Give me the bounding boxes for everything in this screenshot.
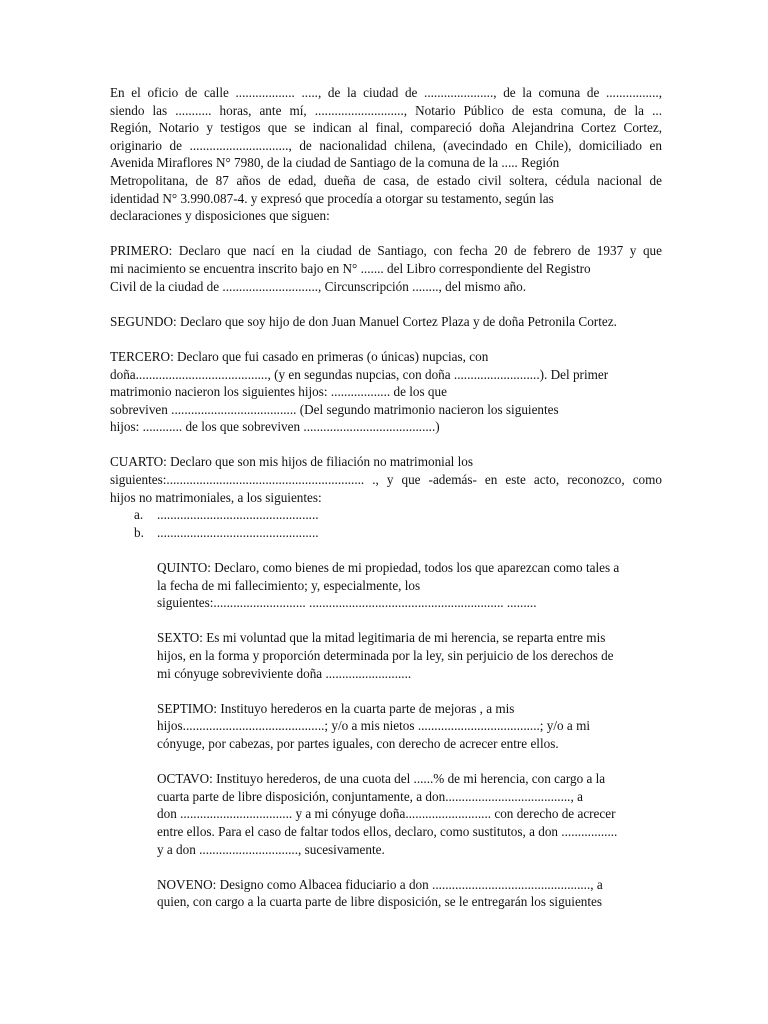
text-line: hijos: ............ de los que sobreviven ........................................) [110, 419, 440, 435]
text-line: QUINTO: Declaro, como bienes de mi propiedad, todos los que aparezcan como tales a [157, 560, 620, 576]
list-item-text: ................................................. [157, 524, 319, 540]
octavo-paragraph [157, 770, 662, 858]
text-line: quien, con cargo a la cuarta parte de libre disposición, se le entregarán los siguientes [157, 894, 603, 910]
text-line: mi cónyuge sobreviviente doña .......................... [157, 665, 412, 681]
text-line: don .................................. y a mi cónyuge doña.......................... con derecho de acrecer [157, 806, 616, 822]
text-line: OCTAVO: Instituyo herederos, de una cuota del ......% de mi herencia, con cargo a la [157, 771, 606, 787]
text-line: sobreviven ...................................... (Del segundo matrimonio nacieron los siguientes [110, 401, 559, 417]
text-line: cónyuge, por cabezas, por partes iguales, con derecho de acrecer entre ellos. [157, 735, 559, 751]
text-line: TERCERO: Declaro que fui casado en primeras (o únicas) nupcias, con [110, 348, 489, 364]
text-line: originario de .............................., de nacionalidad chilena, (avecindado en Chile), domiciliado en [110, 137, 662, 153]
text-line: Avenida Miraflores N° 7980, de la ciudad de Santiago de la comuna de la ..... Región [110, 155, 560, 171]
quinto-paragraph [157, 559, 662, 612]
text-line: hijos, en la forma y proporción determinada por la ley, sin perjuicio de los derechos de [157, 648, 614, 663]
segundo-paragraph [110, 313, 662, 331]
list-marker: b. [134, 524, 144, 540]
text-line: entre ellos. Para el caso de faltar todos ellos, declaro, como sustitutos, a don ................. [157, 823, 618, 839]
text-line: Metropolitana, de 87 años de edad, dueña de casa, de estado civil soltera, cédula nacional de [110, 172, 662, 188]
cuarto-list [110, 506, 662, 541]
text-line: y a don .............................., sucesivamente. [157, 841, 385, 857]
text-line: hijos...........................................; y/o a mis nietos .....................................; y/o a mi [157, 718, 590, 734]
text-line: doña........................................, (y en segundas nupcias, con doña ..........................). Del primer [110, 366, 609, 382]
text-line: Civil de la ciudad de ............................., Circunscripción ........, del mismo año. [110, 278, 527, 294]
text-line: NOVENO: Designo como Albacea fiduciario a don ................................................, a [157, 876, 603, 892]
text-line: identidad N° 3.990.087-4. y expresó que procedía a otorgar su testamento, según las [110, 190, 554, 206]
text-line: siguientes:............................................................ ., y que -además- en este acto, reconozco, como [110, 472, 662, 488]
text-line: En el oficio de calle .................. ....., de la ciudad de ....................., de la comuna de ................, [110, 85, 662, 100]
text-line: SEGUNDO: Declaro que soy hijo de don Juan Manuel Cortez Plaza y de doña Petronila Cortez. [110, 313, 617, 329]
primero-paragraph [110, 242, 662, 295]
noveno-paragraph [157, 876, 662, 911]
list-item [110, 524, 662, 542]
text-line: declaraciones y disposiciones que siguen: [110, 208, 330, 224]
list-item-text: ................................................. [157, 507, 319, 523]
septimo-paragraph [157, 700, 662, 753]
text-line: CUARTO: Declaro que son mis hijos de filiación no matrimonial los [110, 454, 474, 470]
text-line: hijos no matrimoniales, a los siguientes: [110, 489, 322, 505]
text-line: siguientes:............................ ........................................................... ......... [157, 595, 537, 611]
text-line: siendo las ........... horas, ante mí, ..........................., Notario Público de esta comuna, de la ... [110, 102, 662, 118]
text-line: cuarta parte de libre disposición, conjuntamente, a don......................................, a [157, 788, 583, 804]
text-line: Región, Notario y testigos que se indican al final, compareció doña Alejandrina Cortez Cortez, [110, 120, 662, 136]
intro-paragraph [110, 84, 662, 225]
testament-document [110, 84, 662, 929]
cuarto-paragraph [110, 453, 662, 506]
text-line: SEXTO: Es mi voluntad que la mitad legitimaria de mi herencia, se reparta entre mis [157, 630, 606, 646]
text-line: matrimonio nacieron los siguientes hijos: .................. de los que [110, 384, 447, 400]
text-line: SEPTIMO: Instituyo herederos en la cuarta parte de mejoras , a mis [157, 700, 515, 716]
text-line: PRIMERO: Declaro que nací en la ciudad de Santiago, con fecha 20 de febrero de 1937 y que [110, 243, 662, 259]
text-line: mi nacimiento se encuentra inscrito bajo en N° ....... del Libro correspondiente del Registro [110, 260, 591, 276]
sexto-paragraph [157, 629, 662, 682]
list-item [110, 506, 662, 524]
text-line: la fecha de mi fallecimiento; y, especialmente, los [157, 577, 421, 593]
list-marker: a. [134, 507, 144, 523]
tercero-paragraph [110, 348, 662, 436]
